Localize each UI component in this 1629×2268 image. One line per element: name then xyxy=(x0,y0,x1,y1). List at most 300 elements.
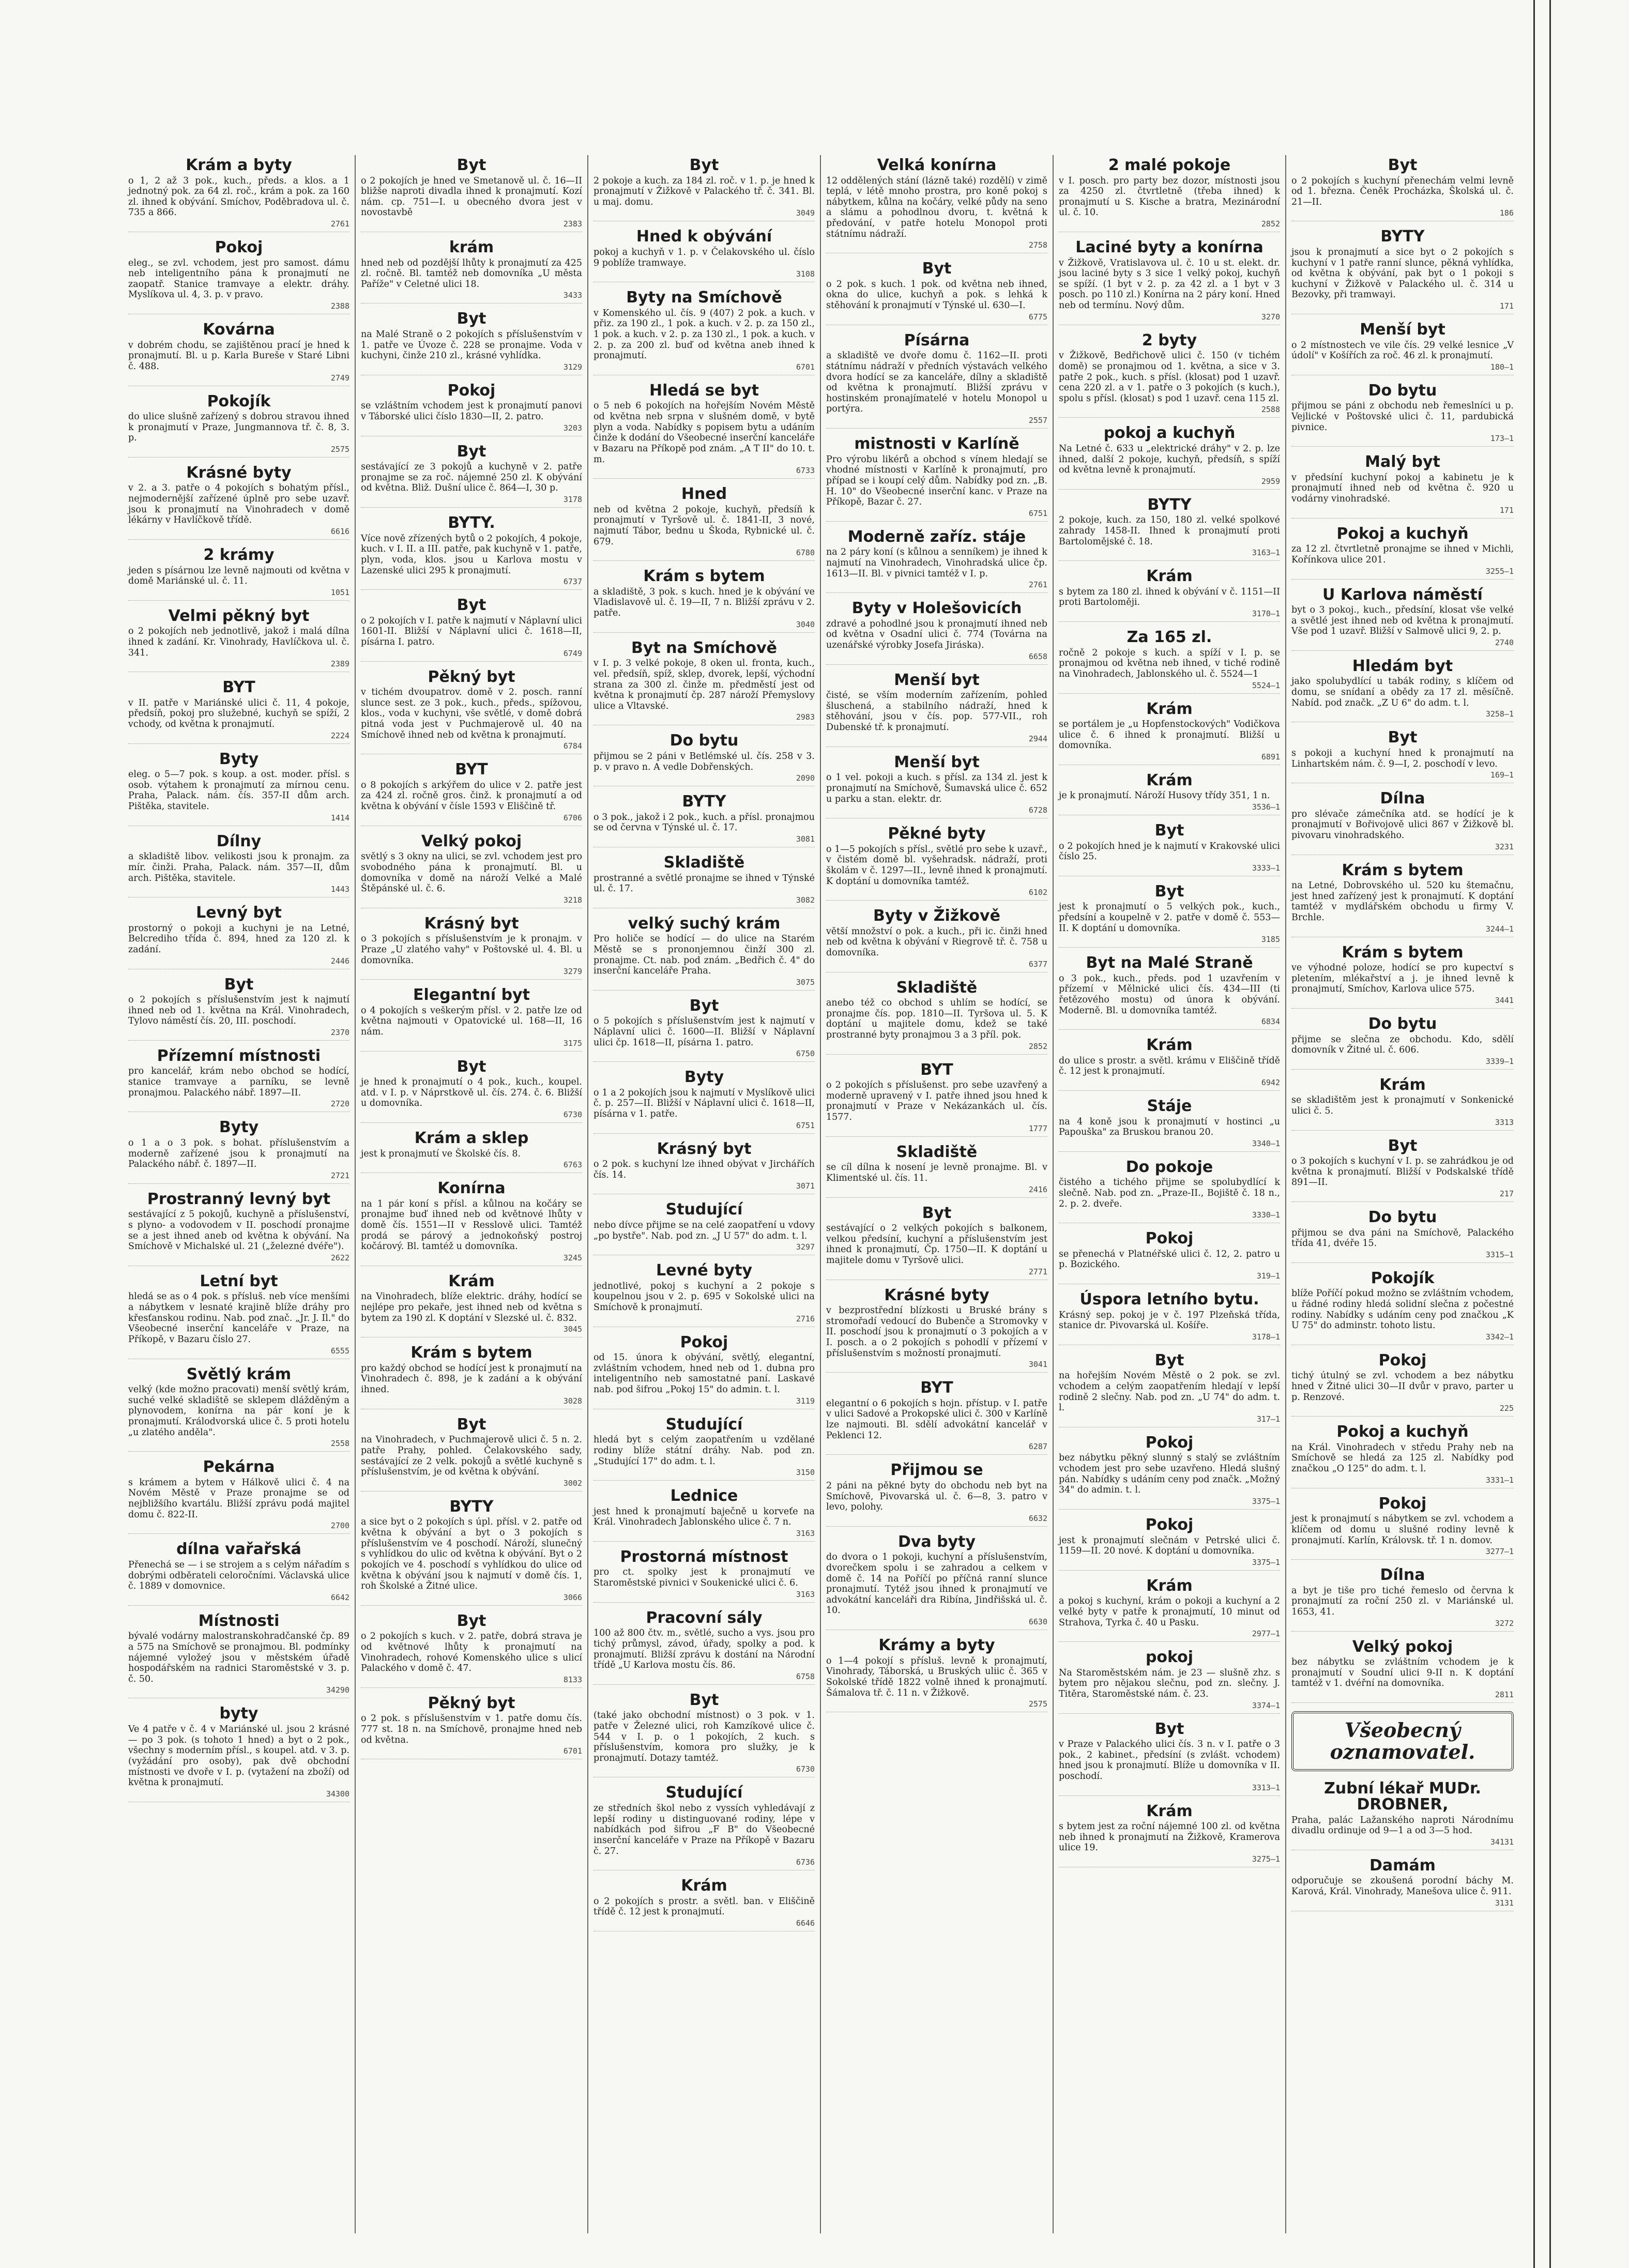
ad-headline: Velmi pěkný byt xyxy=(168,606,310,625)
ad-headline: Krám xyxy=(681,1877,727,1895)
ad-reference-number: 6834 xyxy=(1261,1017,1280,1027)
classified-ad xyxy=(361,1695,582,1759)
ad-headline: Krám xyxy=(1146,1802,1193,1820)
ad-text: o 2 pokojích je hned ve Smetanově ul. č. 16—II bližše naproti divadla ihned k pronajmutí. Kozí nám. cp. 751—I. u obecného dvora jest v novostavbě xyxy=(361,175,582,218)
ad-reference-number: 2720 xyxy=(330,1099,349,1109)
ad-text: čisté, se vším moderním zařízením, pohled šluschená, a stabilního nádraží, hned k stěhování, jsou v čís. pop. 577-VII., roh Dubenské tř. k pronajmutí. xyxy=(826,690,1047,733)
classified-ad xyxy=(361,987,582,1051)
classified-ad xyxy=(826,1637,1047,1712)
ad-text: odporučuje se zkoušená porodní báchy M. Karová, Král. Vinohrady, Manešova ulice č. 911. xyxy=(1291,1876,1514,1897)
ad-headline: Krám a sklep xyxy=(414,1129,529,1148)
ad-reference-number: 6630 xyxy=(1028,1617,1047,1627)
ad-text: na Král. Vinohradech v středu Prahy neb na Smíchově se hledá za 125 zl. Nabídky pod značkou „O 125" do adm. t. l. xyxy=(1291,1442,1514,1474)
classified-ad xyxy=(1059,1037,1280,1091)
ad-reference-number: 2740 xyxy=(1495,637,1514,647)
ad-headline: Menší byt xyxy=(894,671,980,689)
ad-text: o 2 pokojích v I. patře k najmutí v Náplavní ulici 1601-II. Bližší v Náplavní ulici č. 1618—II, písárna I. patro. xyxy=(361,615,582,647)
ad-headline: Dva byty xyxy=(897,1532,976,1551)
ad-headline: Do pokoje xyxy=(1125,1158,1213,1176)
classified-ad xyxy=(826,436,1047,522)
ad-reference-number: 3163 xyxy=(796,1528,815,1538)
ad-reference-number: 2721 xyxy=(330,1170,349,1180)
ad-headline: Krám s bytem xyxy=(643,567,765,586)
ad-headline: Pracovní sály xyxy=(646,1608,763,1627)
classified-ad xyxy=(128,393,349,458)
ad-reference-number: 6102 xyxy=(1028,888,1047,897)
classified-ad xyxy=(826,980,1047,1055)
ad-text: Ve 4 patře v č. 4 v Mariánské ul. jsou 2 krásné — po 3 pok. (s tohoto 1 hned) a byt o 2 pok., všechny s moderním přísl., s koupel. atd. v 3. p. (vyžádání pro osoby), pak dvě obchodní místnosti ve dvoře v I. p. (vytažení na zboží) od května k pronajmutí. xyxy=(128,1724,349,1788)
ad-text: Pro holiče se hodící — do ulice na Starém Městě se s prononjemnou činží 300 zl. pronajme. Ct. nab. pod znám. „Bedřich č. 4" do inserční kanceláře Praha. xyxy=(593,934,815,977)
ad-reference-number: 34131 xyxy=(1490,1837,1514,1847)
ad-reference-number: 1443 xyxy=(330,885,349,894)
classified-ad xyxy=(1059,1352,1280,1427)
classified-ad xyxy=(1291,1352,1514,1417)
classified-ad xyxy=(593,733,815,786)
ad-text: v Praze v Palackého ulici čís. 3 n. v I. patře o 3 pok., 2 kabinet., předsíní (s zvlášt. vchodem) hned jsou k pronajmutí. Blíže u domovníka v II. poschodí. xyxy=(1059,1739,1280,1782)
ad-reference-number: 6555 xyxy=(330,1346,349,1356)
ad-text: hledá se as o 4 pok. s přísluš. neb více menšími a nábytkem v lesnaté krajině blíže dráhy pro křesťanskou rodinu. Nab. pod znač. „Jr. J. Il." do Všeobecné inserční kanceláře v Praze, na Příkopě, v Bazaru číslo 27. xyxy=(128,1291,349,1345)
ad-reference-number: 3231 xyxy=(1495,842,1514,851)
classified-ad xyxy=(128,679,349,743)
classified-ad xyxy=(1059,1435,1280,1510)
ad-reference-number: 3315—1 xyxy=(1485,1250,1514,1259)
ad-reference-number: 217 xyxy=(1499,1189,1514,1199)
column-2 xyxy=(356,155,588,2233)
column-5 xyxy=(1054,155,1286,2233)
classified-ad xyxy=(1291,1077,1514,1131)
ad-reference-number: 3028 xyxy=(563,1396,582,1406)
classified-ad xyxy=(128,608,349,672)
ad-text: Přenechá se — i se strojem a s celým nářadím s dobrými odběrateli celoročními. Václavská ulice č. 1889 v domovnice. xyxy=(128,1559,349,1592)
classified-ad xyxy=(361,444,582,508)
ad-text: přijmou se dva páni na Smíchově, Palackého třída 41, dvéře 15. xyxy=(1291,1227,1514,1249)
ad-text: o 5 neb 6 pokojích na hořejším Novém Městě od května neb srpna v slušném domě, v bytě plyn a voda. Nabídky s popisem bytu a udáním činže k dodání do Všeobecné inserční kanceláře v Bazaru na Příkopě pod znám. „A T II" do 10. t. m. xyxy=(593,401,815,465)
ad-reference-number: 2557 xyxy=(1028,416,1047,425)
classified-ad xyxy=(1291,658,1514,722)
classified-ad xyxy=(1059,332,1280,418)
ad-headline: Skladiště xyxy=(896,1143,978,1161)
oznamovatel-banner xyxy=(1291,1711,1514,1771)
ad-text: se cíl dílna k nosení je levně pronajme. Bl. v Klimentské ul. čís. 11. xyxy=(826,1162,1047,1183)
classified-ad xyxy=(128,977,349,1041)
classified-ad xyxy=(1291,383,1514,447)
ad-reference-number: 34290 xyxy=(326,1685,349,1695)
ad-reference-number: 171 xyxy=(1499,505,1514,515)
ad-headline: Malý byt xyxy=(1365,453,1440,471)
classified-ad xyxy=(128,547,349,601)
ad-text: o 5 pokojích s příslušenstvím jest k najmutí v Náplavní ulici č. 1600—II. Bližší v Náplavní ulici čp. 1618—II, písárna 1. patro. xyxy=(593,1016,815,1048)
ad-reference-number: 2383 xyxy=(563,219,582,229)
ad-headline: BYT xyxy=(222,678,255,697)
ad-reference-number: 319—1 xyxy=(1256,1271,1280,1281)
ad-text: anebo též co obchod s uhlím se hodící, se pronajme čís. pop. 1810—II. Tyršova ul. 5. K doptání u majitele domu, kdež se také prostranné byty pronajmou 3 a 3 příl. pok. xyxy=(826,998,1047,1041)
classified-ad xyxy=(826,1287,1047,1373)
ad-text: 12 oddělených stání (lázně také) rozdělí) v zimě teplá, v létě mnoho prostra, pro koně pokoj s nábytkem, kůlna na kočáry, velké půdy na seno a slámu a pohodlnou dvoru, t. květná k předování, v patře hotelu Monopol proti státnímu nádraží. xyxy=(826,175,1047,239)
ad-text: 2 pokoje a kuch. za 184 zl. roč. v 1. p. je hned k pronajmutí v Žižkově v Palackého tř. č. 341. Bl. u maj. domu. xyxy=(593,175,815,207)
ad-headline: Hledá se byt xyxy=(649,381,759,400)
ad-text: 100 až 800 čtv. m., světlé, sucho a vys. jsou pro tichý průmysl, závod, úřady, spolky a pod. k pronajmutí. Bližší zprávu k dostání na Národní třídě „U Karlova mostu čís. 86. xyxy=(593,1628,815,1671)
banner-line-1: Všeobecný xyxy=(1345,1718,1460,1742)
ad-reference-number: 3270 xyxy=(1261,312,1280,322)
ad-reference-number: 6763 xyxy=(563,1160,582,1170)
ad-text: a skladiště, 3 pok. s kuch. hned je k obývání ve Vladislavově ul. č. 19—II, 7 n. Bližší zprávu v 2. patře. xyxy=(593,586,815,619)
ad-headline: BYTY xyxy=(682,793,726,811)
ad-text: pro ct. spolky jest k pronajmutí ve Staroměstské pivnici v Soukenické ulici č. 6. xyxy=(593,1567,815,1589)
ad-headline: Krásné byty xyxy=(884,1286,989,1304)
ad-headline: Byt xyxy=(224,975,254,994)
ad-headline: krám xyxy=(449,238,494,257)
ad-text: eleg., se zvl. vchodem, jest pro samost. dámu neb inteligentního pána k pronajmutí ne zaopatř. Stanice tramvaye a elektr. dráhy. Myslíkova ul. 4, 3. p. v pravo. xyxy=(128,257,349,300)
ad-headline: Byt na Malé Straně xyxy=(1086,954,1253,972)
ad-reference-number: 6642 xyxy=(330,1592,349,1602)
ad-headline: Byt xyxy=(1154,882,1184,901)
ad-reference-number: 2959 xyxy=(1261,476,1280,486)
classified-ad xyxy=(1059,1291,1280,1345)
ad-reference-number: 3441 xyxy=(1495,996,1514,1006)
classified-ad xyxy=(1059,157,1280,232)
classified-ad xyxy=(361,762,582,826)
ad-text: jsou k pronajmutí a sice byt o 2 pokojích s kuchyní v 1 patře ranní slunce, pěkná vyhlídka, od května k obývání, pak byt o 1 pokoji s kuchyní v Žižkově v Palackého ul. č. 314 u Bezovky, při tramwayi. xyxy=(1291,247,1514,300)
ad-headline: Byt xyxy=(1154,1719,1184,1738)
ad-headline: Byt xyxy=(456,1057,486,1076)
ad-headline: Krám s bytem xyxy=(410,1344,532,1362)
ad-text: se skladištěm jest k pronajmutí v Sonkenické ulici č. 5. xyxy=(1291,1095,1514,1116)
classified-ads-page xyxy=(123,155,1519,2233)
ad-reference-number: 6616 xyxy=(330,527,349,537)
ad-headline: Byt xyxy=(1388,728,1418,747)
ad-text: o 2 pokojích s prostr. a světl. ban. v Eliščině třídě č. 12 jest k pronajmutí. xyxy=(593,1896,815,1917)
ad-reference-number: 6730 xyxy=(563,1110,582,1120)
classified-ad xyxy=(128,1273,349,1359)
ad-text: a pokoj s kuchyní, krám o pokoji a kuchyní a 2 velké byty v patře k pronajmutí, 10 minut od Strahova, Tyrka č. 40 u Pasku. xyxy=(1059,1596,1280,1628)
ad-headline: Pokoj a kuchyň xyxy=(1336,524,1469,543)
ad-reference-number: 6728 xyxy=(1028,805,1047,815)
classified-ad xyxy=(361,1130,582,1173)
classified-ad xyxy=(1291,322,1514,375)
ad-headline: Pokojík xyxy=(1371,1269,1435,1287)
ad-reference-number: 3340—1 xyxy=(1252,1138,1280,1148)
ad-headline: Stáje xyxy=(1147,1097,1192,1116)
ad-reference-number: 2224 xyxy=(330,730,349,740)
ad-text: se vzláštním vchodem jest k pronajmutí panovi v Táborské ulici číslo 1830—II, 2. patro. xyxy=(361,401,582,422)
ad-headline: Menší byt xyxy=(894,753,980,771)
ad-text: za 12 zl. čtvrtletně pronajme se ihned v Michli, Kořínkova ulice 201. xyxy=(1291,544,1514,565)
ad-text: o 1—5 pokojích s přísl., světlé pro sebe k uzavř., v čistém domě bl. vyšehradsk. nádraží, proti školám v č. 1297—II., levně ihned k pronajmutí. K doptání u domovníka tamtéž. xyxy=(826,844,1047,887)
ad-headline: Lednice xyxy=(670,1487,738,1505)
ad-headline: Krám xyxy=(448,1272,495,1290)
ad-reference-number: 2389 xyxy=(330,659,349,669)
ad-reference-number: 6377 xyxy=(1028,959,1047,969)
ad-headline: Krásný byt xyxy=(657,1139,752,1158)
ad-headline: Krásné byty xyxy=(186,463,292,482)
ad-reference-number: 3131 xyxy=(1495,1898,1514,1908)
classified-ad xyxy=(1059,1803,1280,1867)
ad-headline: pokoj a kuchyň xyxy=(1103,424,1236,443)
classified-ad xyxy=(593,1334,815,1409)
classified-ad xyxy=(361,383,582,436)
classified-ad xyxy=(128,1048,349,1112)
ad-headline: Pěkný byt xyxy=(428,667,515,686)
ad-headline: Pokoj xyxy=(1145,1433,1194,1452)
ad-text: v předsíní kuchyní pokoj a kabinetu je k pronajmutí ihned neb od května č. 920 u vodárny vinohradské. xyxy=(1291,472,1514,505)
ad-headline: Damám xyxy=(1369,1856,1436,1875)
ad-headline: Pokoj xyxy=(1378,1494,1427,1513)
ad-text: hned neb od pozdější lhůty k pronajmutí za 425 zl. ročně. Bl. tamtéž neb domovníka „U města Paříže" v Celetné ulici 18. xyxy=(361,257,582,290)
classified-ad xyxy=(593,1692,815,1778)
ad-text: s pokoji a kuchyní hned k pronajmutí na Linhartském nám. č. 9—I, 2. poschodí v levo. xyxy=(1291,748,1514,769)
ad-reference-number: 3342—1 xyxy=(1485,1332,1514,1342)
classified-ad xyxy=(1059,884,1280,948)
ad-headline: Hned k obývání xyxy=(636,227,772,246)
ad-text: se přenechá v Platnéřské ulici č. 12, 2. patro u p. Bozického. xyxy=(1059,1249,1280,1270)
classified-ad xyxy=(593,383,815,479)
ad-headline: Byt xyxy=(689,156,719,174)
classified-ad xyxy=(1291,729,1514,783)
classified-ad xyxy=(1059,1721,1280,1796)
classified-ad xyxy=(1059,1230,1280,1284)
ad-headline: Skladiště xyxy=(663,854,745,872)
ad-headline: Pěkné byty xyxy=(888,825,986,843)
classified-ad xyxy=(361,916,582,980)
ad-reference-number: 3279 xyxy=(563,967,582,977)
ad-text: v Žižkově, Vratislavova ul. č. 10 u st. elekt. dr. jsou laciné byty s 3 sice 1 velký pokoj, kuchyň se spíží. (1 byt v 2. p. za 42 zl. a 1 byt v 3 posch. po 110 zl.) Konírna na 2 páry koní. Hned neb od termínu. Nový dům. xyxy=(1059,257,1280,311)
ad-text: bez nábytku pěkný slunný s stalý se zvláštním vchodem jest pro sebe uzavřeno. Hledá slušný pán. Nabídky s udáním ceny pod značk. „Možný 34" do admin. t. l. xyxy=(1059,1453,1280,1496)
ad-text: na Letné, Dobrovského ul. 520 ku štemačnu, jest hned zařízený jest k pronajmutí. K doptání tamtéž v mydlářském obchodu u firmy V. Brchle. xyxy=(1291,880,1514,923)
classified-ad xyxy=(1291,454,1514,518)
ad-reference-number: 6758 xyxy=(796,1671,815,1681)
classified-ad xyxy=(361,239,582,303)
ad-text: prostorný o pokoji a kuchyni je na Letné, Belcrediho třída č. 894, hned za 120 zl. k zadání. xyxy=(128,923,349,955)
classified-ad xyxy=(593,998,815,1062)
ad-headline: Skladiště xyxy=(896,978,978,997)
classified-ad xyxy=(128,465,349,540)
ad-headline: Studující xyxy=(665,1415,743,1434)
ad-text: sestávající ze 3 pokojů a kuchyně v 2. patře pronajme se za roč. nájemné 250 zl. K obývání od května. Bliž. Dušní ulice č. 864—I, 30 p. xyxy=(361,462,582,494)
ad-reference-number: 1414 xyxy=(330,813,349,823)
ad-reference-number: 3170—1 xyxy=(1252,609,1280,619)
ad-headline: Byt xyxy=(1388,156,1418,174)
ad-headline: Byt xyxy=(1154,821,1184,840)
ad-headline: Pokoj xyxy=(680,1333,728,1351)
classified-ad xyxy=(593,855,815,908)
ad-headline: Krám s bytem xyxy=(1342,861,1464,879)
ad-headline: Pekárna xyxy=(203,1458,275,1477)
ad-text: o 1—4 pokojí s přísluš. levně k pronajmutí, Vinohrady, Táborská, u Bruských uliic č. 365 v Sokolské třídě 1822 volně ihned k pronajmutí. Šámalova tř. č. 11 n. v Žižkově. xyxy=(826,1655,1047,1698)
classified-ad xyxy=(1291,1424,1514,1488)
classified-ad xyxy=(1291,157,1514,221)
ad-headline: Do bytu xyxy=(1368,1015,1437,1033)
ad-reference-number: 3081 xyxy=(796,834,815,844)
column-6 xyxy=(1286,155,1519,2233)
ad-headline: Letní byt xyxy=(200,1272,278,1290)
ad-reference-number: 3375—1 xyxy=(1252,1557,1280,1567)
ad-headline: U Karlova náměstí xyxy=(1322,585,1483,604)
classified-ad xyxy=(1291,862,1514,937)
ad-text: o 2 pokojích hned je k najmutí v Krakovské ulici číslo 25. xyxy=(1059,841,1280,862)
classified-ad xyxy=(593,157,815,221)
ad-text: Praha, palác Lažanského naproti Národnímu divadlu ordinuje od 9—1 a od 3—5 hod. xyxy=(1291,1815,1514,1836)
ad-reference-number: 2588 xyxy=(1261,405,1280,415)
classified-ad xyxy=(1291,1016,1514,1070)
classified-ad xyxy=(361,1417,582,1491)
ad-headline: Byt xyxy=(456,156,486,174)
ad-text: přijmou se páni z obchodu neb řemeslníci u p. Vejlické v Poštovské ulici č. 11, pardubická pivnice. xyxy=(1291,401,1514,433)
ad-reference-number: 2416 xyxy=(1028,1184,1047,1194)
ad-reference-number: 3313 xyxy=(1495,1117,1514,1127)
ad-headline: Velký pokoj xyxy=(1352,1637,1453,1656)
ad-headline: Byt xyxy=(689,996,719,1015)
ad-text: jest k pronajmutí s nábytkem se zvl. vchodem a klíčem od domu u slušné rodiny levně k pronajmutí. Karlín, Královsk. tř. 1 n. domov. xyxy=(1291,1514,1514,1546)
classified-ad xyxy=(1291,1209,1514,1263)
ad-reference-number: 2370 xyxy=(330,1027,349,1037)
classified-ad xyxy=(826,1380,1047,1455)
ad-reference-number: 2852 xyxy=(1261,219,1280,229)
ad-text: s krámem a bytem v Hálkově ulici č. 4 na Novém Městě v Praze pronajme se od nejbližšího kvartálu. Bližší zprávu podá majitel domu č. 822-II. xyxy=(128,1477,349,1520)
ad-text: neb od května 2 pokoje, kuchyň, předsíň k pronajmutí v Tyršově ul. č. 1841-II, 3 nové, najmutí Tábor, bednu u Škoda, Rybnické ul. č. 679. xyxy=(593,504,815,547)
ad-reference-number: 2758 xyxy=(1028,240,1047,250)
ad-headline: Prostranný levný byt xyxy=(147,1190,331,1208)
classified-ad xyxy=(128,1191,349,1266)
classified-ad xyxy=(1059,1098,1280,1152)
classified-ad xyxy=(128,1613,349,1699)
ad-headline: Pěkný byt xyxy=(428,1694,515,1712)
ad-text: se portálem je „u Hopfenstockových" Vodičkova ulice č. 6 ihned k pronajmutí. Bližší u domovníka. xyxy=(1059,719,1280,751)
ad-reference-number: 180—1 xyxy=(1490,362,1514,372)
ad-headline: Studující xyxy=(665,1200,743,1219)
ad-headline: Byt xyxy=(1388,1136,1418,1155)
classified-ad xyxy=(1059,568,1280,622)
ad-text: bývalé vodárny malostranskohradčanské čp. 89 a 575 na Smíchově se pronajmou. Bl. podmínky nájemné vyložeý jsou v městském úřadě hospodářském na radnici Staroměstské v 3. p. č. 50. xyxy=(128,1631,349,1684)
ad-text: Krásný sep. pokoj je v č. 197 Plzeňská třída, stanice dr. Pivovarská ul. Košíře. xyxy=(1059,1310,1280,1331)
ad-reference-number: 5524—1 xyxy=(1252,680,1280,690)
ad-headline: 2 byty xyxy=(1141,331,1197,349)
ad-reference-number: 34300 xyxy=(326,1789,349,1799)
ad-reference-number: 186 xyxy=(1499,208,1514,218)
classified-ad xyxy=(593,486,815,561)
ad-text: ze středních škol nebo z vyssích vyhledávají z lepší rodiny u distinguované rodiny, lépe v nabídkách pod šifrou „F B" do Všeobecné inserční kanceláře v Praze na Příkopě v Bazaru č. 27. xyxy=(593,1803,815,1856)
ad-text: eleg. o 5—7 pok. s koup. a ost. moder. přísl. s osob. výtahem k pronajmutí za mírnou cenu. Praha, Palack. nám. čís. 357-II dům arch. Pištěka, stavitele. xyxy=(128,769,349,812)
ad-headline: Byty xyxy=(219,1118,259,1137)
classified-ad xyxy=(1059,1159,1280,1223)
ad-headline: Byt xyxy=(1154,1351,1184,1369)
classified-ad xyxy=(1059,701,1280,765)
ad-text: o 1 a 2 pokojích jsou k najmutí v Myslíkově ulici č. p. 257—II. Bližší v Náplavní ulici č. 1618—II, písárna v 1. patře. xyxy=(593,1087,815,1120)
ad-reference-number: 169—1 xyxy=(1490,770,1514,780)
classified-ad xyxy=(1059,955,1280,1030)
classified-ad xyxy=(826,1144,1047,1198)
classified-ad xyxy=(1291,1270,1514,1345)
ad-reference-number: 225 xyxy=(1499,1404,1514,1413)
ad-reference-number: 2558 xyxy=(330,1439,349,1449)
ad-text: do dvora o 1 pokoji, kuchyní a příslušenstvím, dvorečkem spolu i se zahradou a celkem v domě č. 14 na Poříčí po příčná ranní slunce pronajmutí. Tytéž jsou ihned k pronajmutí ve advokátní kanceláři dra Ribína, Jindřišská ul. č. 10. xyxy=(826,1552,1047,1616)
ad-headline: dílna vařařská xyxy=(176,1540,301,1559)
classified-ad xyxy=(1291,1780,1514,1850)
ad-text: a sice byt o 2 pokojích s úpl. přísl. v 2. patře od května k obývání a byt o 3 pokojích s příslušenstvím ve 4 poschodí. Nároží, slunečný s vyhlídkou do ulic od května k obývání. Byt o 2 pokojích ve 4. poschodí s vyhlídkou do ulice od května k obývání jsou k najmutí v domě čís. 1, roh Školské a Žitné ulice. xyxy=(361,1517,582,1592)
classified-ad xyxy=(1059,629,1280,693)
ad-headline: Pokoj xyxy=(1378,1351,1427,1369)
classified-ad xyxy=(361,1180,582,1266)
classified-ad xyxy=(826,826,1047,901)
classified-ad xyxy=(593,229,815,282)
ad-text: sestávající o 2 velkých pokojích s balkonem, velkou předsíní, kuchyní a příslušenstvím jest ihned k pronajmutí, Čp. 1750—II. K doptání u majitele domu v Tyršově ulici. xyxy=(826,1223,1047,1266)
ad-headline: Byt na Smíchově xyxy=(631,638,778,657)
classified-ad xyxy=(361,597,582,661)
ad-reference-number: 2811 xyxy=(1495,1690,1514,1699)
classified-ad xyxy=(128,157,349,232)
ad-text: v I. posch. pro party bez dozor, místnosti jsou za 4250 zl. čtvrtletně (třeba ihned) k pronajmutí u S. Kische a bratra, Mezinárodní ul. č. 10. xyxy=(1059,175,1280,218)
classified-ad xyxy=(128,905,349,969)
ad-text: a skladiště libov. velikosti jsou k pronajm. za mír. činži. Praha, Palack. nám. 357—II, dům arch. Pištěka, stavitele. xyxy=(128,851,349,884)
ad-text: na Malé Straně o 2 pokojích s příslušenstvím v 1. patře ve Úvoze č. 228 se pronajme. Voda v kuchyni, činže 210 zl., krásné vyhlídka. xyxy=(361,329,582,361)
ad-reference-number: 3275—1 xyxy=(1252,1854,1280,1864)
ad-headline: Byty v Holešovicích xyxy=(851,599,1022,618)
ad-text: na 1 pár koní s přísl. a kůlnou na kočáry se pronajme buď ihned neb od květnové lhůty v domě čís. 1551—II v Resslově ulici. Tamtéž prodá se párový a jednokoňský postroj kočárový. Bl. tamtéž u domovníka. xyxy=(361,1198,582,1252)
classified-ad xyxy=(128,1541,349,1605)
ad-reference-number: 6632 xyxy=(1028,1513,1047,1523)
ad-text: o 2 pok. s kuch. 1 pok. od května neb ihned, okna do ulice, kuchyň a pok. s lehká k stěhování k pronajmutí v Týnské ul. 630—I. xyxy=(826,279,1047,311)
ad-headline: Krám xyxy=(1146,699,1193,718)
ad-reference-number: 2761 xyxy=(1028,580,1047,590)
classified-ad xyxy=(1291,945,1514,1009)
ad-reference-number: 6701 xyxy=(563,1746,582,1756)
classified-ad xyxy=(1059,239,1280,325)
ad-reference-number: 6751 xyxy=(1028,508,1047,518)
classified-ad xyxy=(128,1366,349,1452)
ad-headline: Moderně zaříz. stáje xyxy=(847,527,1026,546)
ad-text: 2 páni na pěkné byty do obchodu neb byt na Smíchově, Pivovarská ul. č. 6—8, 3. patro v levo, polohy. xyxy=(826,1480,1047,1513)
ad-headline: Krám s bytem xyxy=(1342,943,1464,962)
ad-headline: Konírna xyxy=(437,1179,506,1198)
ad-reference-number: 3339—1 xyxy=(1485,1056,1514,1066)
ad-headline: Místnosti xyxy=(198,1611,280,1630)
ad-headline: Laciné byty a konírna xyxy=(1075,238,1263,257)
ad-text: jest hned k pronajmutí baječně u korveťe na Král. Vinohradech Jablonského ulice č. 7 n. xyxy=(593,1506,815,1528)
ad-text: nebo dívce přijme se na celé zaopatření u vdovy „po bystře". Nab. pod zn. „J U 57" do adm. t. l. xyxy=(593,1220,815,1241)
ad-reference-number: 3178—1 xyxy=(1252,1332,1280,1342)
ad-text: o 2 pok. s kuchyní lze ihned obývat v Jirchářích čís. 14. xyxy=(593,1159,815,1180)
ad-headline: BYTY xyxy=(449,1497,494,1516)
ad-headline: Do bytu xyxy=(1368,381,1437,400)
ad-headline: Byt xyxy=(689,1691,719,1709)
ad-text: na hořejším Novém Městě o 2 pok. se zvl. vchodem a celým zaopatřením hledají v lepší rodině 2 slečny. Nab. pod zn. „U 74" do adm. t. l. xyxy=(1059,1371,1280,1413)
ad-text: do ulice s prostr. a světl. krámu v Eliščině třídě č. 12 jest k pronajmutí. xyxy=(1059,1055,1280,1077)
ad-headline: Krásný byt xyxy=(424,914,519,933)
ad-reference-number: 2977—1 xyxy=(1252,1629,1280,1639)
classified-ad xyxy=(128,751,349,826)
ad-headline: Krám a byty xyxy=(186,156,292,174)
classified-ad xyxy=(361,669,582,755)
ad-reference-number: 6646 xyxy=(796,1918,815,1928)
ad-text: jako spolubydlící u tabák rodiny, s klíčem od domu, se snídaní a obědy za 17 zl. měsíčně. Nabíd. pod značk. „Z U 6" do adm. t. l. xyxy=(1291,676,1514,708)
page-edge-frame xyxy=(1533,0,1551,2268)
ad-headline: Úspora letního bytu. xyxy=(1079,1290,1259,1309)
classified-ad xyxy=(593,1262,815,1327)
ad-text: Na Letné č. 633 u „elektrické dráhy" v 2. p. lze ihned, další 2 pokoje, kuchyň, předsíň, s spíží od května levně k pronajmutí. xyxy=(1059,443,1280,476)
ad-text: větší množství o pok. a kuch., při ic. činži hned neb od května k obývání v Riegrově tř. č. 758 u domovníka. xyxy=(826,926,1047,958)
ad-reference-number: 3163—1 xyxy=(1252,548,1280,558)
ad-headline: Byt xyxy=(456,1415,486,1434)
ad-reference-number: 6737 xyxy=(563,577,582,587)
column-4 xyxy=(821,155,1054,2233)
classified-ad xyxy=(593,1069,815,1133)
classified-ad xyxy=(826,1205,1047,1280)
ad-reference-number: 3333—1 xyxy=(1252,863,1280,873)
ad-reference-number: 3119 xyxy=(796,1396,815,1406)
ad-reference-number: 3277—1 xyxy=(1485,1547,1514,1557)
ad-reference-number: 3108 xyxy=(796,269,815,279)
ad-text: ve výhodné poloze, hodící se pro kupectví s pletením, mlékařství a j. je ihned levně k pronajmutí, Smíchov, Karlova ulice 575. xyxy=(1291,963,1514,995)
ad-headline: Studující xyxy=(665,1784,743,1802)
